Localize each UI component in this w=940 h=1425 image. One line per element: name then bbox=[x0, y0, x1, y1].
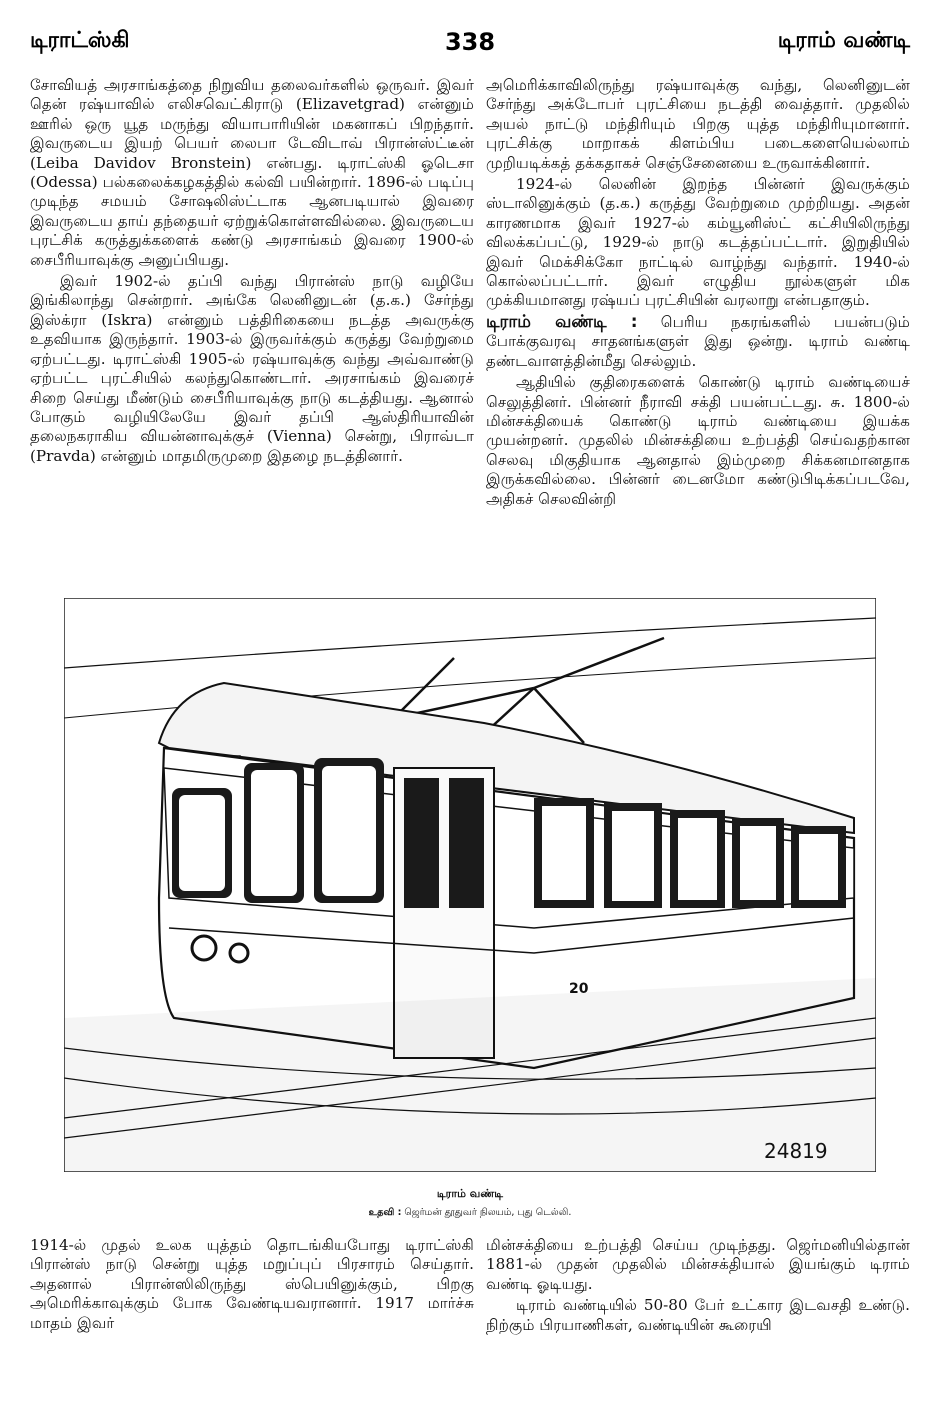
tram-paragraph-3: டிராம் வண்டியில் 50-80 பேர் உட்கார இடவசதி உண்டு. நிற்கும் பிரயாணிகள், வண்டியின் கூரையி bbox=[486, 1296, 910, 1334]
photo-number: 24819 bbox=[764, 1139, 828, 1163]
bottom-left-column bbox=[30, 1236, 474, 1333]
trotsky-paragraph-2: இவர் 1902-ல் தப்பி வந்து பிரான்ஸ் நாடு வழியே இங்கிலாந்து சென்றார். அங்கே லெனினுடன் (த.க.) சேர்ந்து இஸ்க்ரா (Iskra) என்னும் பத்திரிகையை நடத்த அவருக்கு உதவியாக இருந்தார். 1903-ல் இருவர்க்கும் கருத்து வேற்றுமை ஏற்பட்டது. டிராட்ஸ்கி 1905-ல் ரஷ்யாவுக்கு வந்து அவ்வாண்டு ஏற்பட்ட புரட்சியில் கலந்துகொண்டார். அரசாங்கம் இவரைச் சிறை செய்து மீண்டும் சைபீரியாவுக்கு நாடு கடத்தியது. ஆனால் போகும் வழியிலேயே இவர் தப்பி ஆஸ்திரியாவின் தலைநகராகிய வியன்னாவுக்குச் (Vienna) சென்று, பிராவ்டா (Pravda) என்னும் மாதமிருமுறை இதழை நடத்தினார். bbox=[30, 272, 474, 465]
tram-paragraph-1: ஆதியில் குதிரைகளைக் கொண்டு டிராம் வண்டியைச் செலுத்தினர். பின்னர் நீராவி சக்தி பயன்பட்டது. சு. 1800-ல் மின்சக்தியைக் கொண்டு டிராம் வண்டியை இயக்க முயன்றனர். முதலில் மின்சக்தியை உற்பத்தி செய்வதற்கான செலவு மிகுதியாக ஆனதால் இம்முறை சிக்கனமானதாக இருக்கவில்லை. பின்னர் டைனமோ கண்டுபிடிக்கப்படவே, அதிகச் செலவின்றி bbox=[486, 373, 910, 508]
entry-term-tram: டிராம் வண்டி : bbox=[486, 311, 638, 332]
trotsky-paragraph-3: அமெரிக்காவிலிருந்து ரஷ்யாவுக்கு வந்து, லெனினுடன் சேர்ந்து அக்டோபர் புரட்சியை நடத்தி வைத்தார். முதலில் அயல் நாட்டு மந்திரியும் பிறகு யுத்த மந்திரியுமானார். புரட்சிக்கு மாறாகக் கிளம்பிய படைகளையெல்லாம் முறியடிக்கத் தக்கதாகச் செஞ்சேனையை உருவாக்கினார். bbox=[486, 76, 910, 172]
door-window-right bbox=[449, 778, 484, 908]
running-head-right: டிராம் வண்டி bbox=[777, 28, 910, 53]
car-number: 20 bbox=[569, 981, 589, 997]
credit-text: ஜெர்மன் தூதுவர் நிலயம், புது டெல்லி. bbox=[404, 1207, 572, 1218]
tram-paragraph-2: மின்சக்தியை உற்பத்தி செய்ய முடிந்தது. ஜெர்மனியில்தான் 1881-ல் முதன் முதலில் மின்சக்தியால் இயங்கும் டிராம் வண்டி ஓடியது. bbox=[486, 1236, 910, 1293]
trotsky-paragraph-continued: 1914-ல் முதல் உலக யுத்தம் தொடங்கியபோது டிராட்ஸ்கி பிரான்ஸ் நாடு சென்று யுத்த மறுப்புப் பிரசாரம் செய்தார். அதனால் பிரான்ஸிலிருந்து ஸ்பெயினுக்கும், பிறகு அமெரிக்காவுக்கும் போக வேண்டியவரானார். 1917 மார்ச்சு மாதம் இவர் bbox=[30, 1236, 474, 1332]
bottom-right-column bbox=[486, 1236, 910, 1335]
running-head-left: டிராட்ஸ்கி bbox=[30, 28, 130, 53]
left-column bbox=[30, 76, 474, 466]
tram-entry-text: பெரிய நகரங்களில் பயன்படும் போக்குவரவு சாதனங்களுள் இது ஒன்று. டிராம் வண்டி தண்டவாளத்தின்மீது செல்லும். bbox=[486, 312, 910, 370]
figure-caption: டிராம் வண்டி bbox=[436, 1187, 504, 1200]
credit-label: உதவி : bbox=[368, 1207, 402, 1218]
door-window-left bbox=[404, 778, 439, 908]
tram-photograph bbox=[64, 598, 876, 1172]
right-column bbox=[486, 76, 910, 509]
tram-entry bbox=[486, 313, 910, 371]
trotsky-paragraph-4: 1924-ல் லெனின் இறந்த பின்னர் இவருக்கும் ஸ்டாலினுக்கும் (த.க.) கருத்து வேற்றுமை முற்றியது. அதன் காரணமாக இவர் 1927-ல் கம்யூனிஸ்ட் கட்சியிலிருந்து விலக்கப்பட்டு, 1929-ல் நாடு கடத்தப்பட்டார். இறுதியில் இவர் மெக்சிக்கோ நாட்டில் வாழ்ந்து வந்தார். 1940-ல் கொல்லப்பட்டார். இவர் எழுதிய நூல்களுள் மிக முக்கியமானது ரஷ்யப் புரட்சியின் வரலாறு என்பதாகும். bbox=[486, 175, 910, 310]
figure-credit bbox=[0, 1207, 940, 1219]
page-number: 338 bbox=[444, 28, 496, 56]
trotsky-paragraph-1: சோவியத் அரசாங்கத்தை நிறுவிய தலைவர்களில் ஒருவர். இவர் தென் ரஷ்யாவில் எலிசவெட்கிராடு (Elizavetgrad) என்னும் ஊரில் ஒரு யூத மருந்து வியாபாரியின் மகனாகப் பிறந்தார். இவருடைய இயற் பெயர் லைபா டேவிடாவ் பிரான்ஸ்ட்டீன் (Leiba Davidov Bronstein) என்பது. டிராட்ஸ்கி ஓடெசா (Odessa) பல்கலைக்கழகத்தில் கல்வி பயின்றார். 1896-ல் படிப்பு முடிந்த சமயம் சோஷலிஸ்ட்டாக ஆனபடியால் இவரை இவருடைய தாய் தந்தையர் ஏற்றுக்கொள்ளவில்லை. இவருடைய புரட்சிக் கருத்துக்களைக் கண்டு அரசாங்கம் இவரை 1900-ல் சைபீரியாவுக்கு அனுப்பியது. bbox=[30, 76, 474, 269]
